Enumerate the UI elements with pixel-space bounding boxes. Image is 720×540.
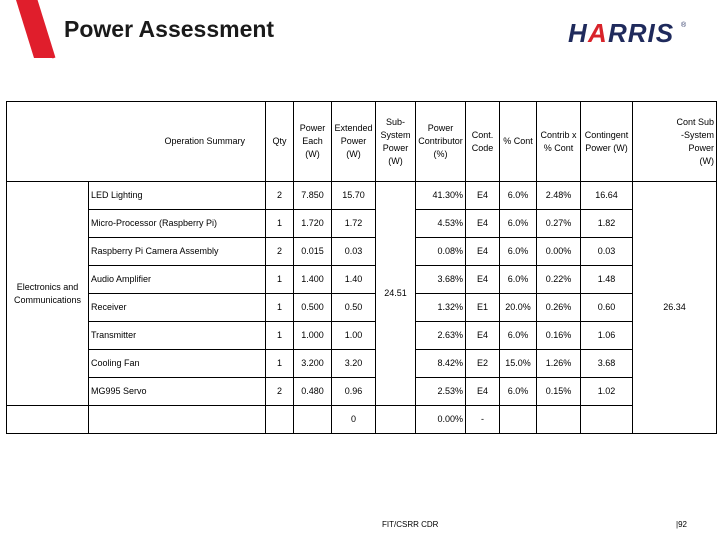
header-operation-summary: Operation Summary	[7, 102, 266, 182]
power-each-cell: 0.480	[294, 378, 332, 406]
extended-power-cell: 0.96	[332, 378, 376, 406]
extended-power-cell: 15.70	[332, 182, 376, 210]
contributor-cell: 1.32%	[416, 294, 466, 322]
contrib-cell: 0.00%	[537, 238, 581, 266]
table-row	[7, 210, 717, 238]
header-power-contributor: Power Contributor (%)	[416, 102, 466, 182]
code-cell: E4	[466, 182, 500, 210]
component-name: Micro-Processor (Raspberry Pi)	[89, 210, 266, 238]
qty-cell: 2	[266, 182, 294, 210]
power-each-cell: 3.200	[294, 350, 332, 378]
group-label: Electronics and Communications	[7, 182, 89, 406]
extended-power-cell: 0.50	[332, 294, 376, 322]
header-subsystem-power: Sub- System Power (W)	[376, 102, 416, 182]
contributor-cell: 0.08%	[416, 238, 466, 266]
table-row	[7, 266, 717, 294]
pct-cont-cell: 15.0%	[500, 350, 537, 378]
code-cell: E4	[466, 210, 500, 238]
power-each-cell: 0.500	[294, 294, 332, 322]
code-cell: E4	[466, 322, 500, 350]
contributor-cell: 0.00%	[416, 406, 466, 434]
contingent-cell: 16.64	[581, 182, 633, 210]
qty-cell	[266, 406, 294, 434]
svg-text:RRIS: RRIS	[608, 18, 675, 48]
contributor-cell: 2.63%	[416, 322, 466, 350]
svg-text:®: ®	[681, 22, 687, 29]
component-name: MG995 Servo	[89, 378, 266, 406]
power-each-cell: 1.000	[294, 322, 332, 350]
contingent-cell	[581, 406, 633, 434]
extended-power-cell: 1.72	[332, 210, 376, 238]
code-cell: E4	[466, 266, 500, 294]
contributor-cell: 2.53%	[416, 378, 466, 406]
code-cell: -	[466, 406, 500, 434]
qty-cell: 2	[266, 238, 294, 266]
power-each-cell	[294, 406, 332, 434]
component-name	[89, 406, 266, 434]
component-name: Receiver	[89, 294, 266, 322]
code-cell: E1	[466, 294, 500, 322]
header-cont-code: Cont. Code	[466, 102, 500, 182]
contingent-cell: 1.02	[581, 378, 633, 406]
pct-cont-cell: 6.0%	[500, 210, 537, 238]
power-each-cell: 7.850	[294, 182, 332, 210]
harris-logo	[566, 18, 690, 48]
red-slant-decoration	[0, 0, 58, 60]
page-number: |92	[676, 520, 687, 529]
header-power-each: Power Each (W)	[294, 102, 332, 182]
table-row	[7, 322, 717, 350]
header-pct-cont: % Cont	[500, 102, 537, 182]
contributor-cell: 4.53%	[416, 210, 466, 238]
pct-cont-cell: 6.0%	[500, 238, 537, 266]
pct-cont-cell: 6.0%	[500, 378, 537, 406]
component-name: Transmitter	[89, 322, 266, 350]
qty-cell: 1	[266, 210, 294, 238]
svg-text:A: A	[588, 18, 608, 48]
contrib-cell: 0.22%	[537, 266, 581, 294]
subsystem-power-cell: 24.51	[376, 182, 416, 406]
component-name: Audio Amplifier	[89, 266, 266, 294]
qty-cell: 2	[266, 378, 294, 406]
table-row	[7, 238, 717, 266]
pct-cont-cell: 6.0%	[500, 322, 537, 350]
header-contrib-x-cont: Contrib x % Cont	[537, 102, 581, 182]
pct-cont-cell: 20.0%	[500, 294, 537, 322]
subsystem-power-cell	[376, 406, 416, 434]
page-title: Power Assessment	[64, 16, 275, 42]
contrib-cell: 0.27%	[537, 210, 581, 238]
table-row	[7, 378, 717, 406]
contingent-cell: 3.68	[581, 350, 633, 378]
qty-cell: 1	[266, 294, 294, 322]
contrib-cell	[537, 406, 581, 434]
contingent-cell: 1.48	[581, 266, 633, 294]
contingent-cell: 0.60	[581, 294, 633, 322]
empty-cell	[7, 406, 89, 434]
extended-power-cell: 3.20	[332, 350, 376, 378]
extended-power-cell: 1.40	[332, 266, 376, 294]
component-name: Raspberry Pi Camera Assembly	[89, 238, 266, 266]
code-cell: E4	[466, 378, 500, 406]
qty-cell: 1	[266, 350, 294, 378]
power-each-cell: 1.400	[294, 266, 332, 294]
qty-cell: 1	[266, 322, 294, 350]
contrib-cell: 0.15%	[537, 378, 581, 406]
contingent-cell: 0.03	[581, 238, 633, 266]
power-assessment-table	[6, 101, 717, 434]
header-qty: Qty	[266, 102, 294, 182]
table-row	[7, 350, 717, 378]
code-cell: E2	[466, 350, 500, 378]
header-row	[7, 102, 717, 182]
cont-subsystem-power-cell: 26.34	[633, 182, 717, 434]
pct-cont-cell: 6.0%	[500, 182, 537, 210]
contrib-cell: 0.16%	[537, 322, 581, 350]
extended-power-cell: 0.03	[332, 238, 376, 266]
contingent-cell: 1.06	[581, 322, 633, 350]
contributor-cell: 8.42%	[416, 350, 466, 378]
header-cont-subsystem-power: Cont Sub -System Power (W)	[633, 102, 717, 182]
extended-power-cell: 1.00	[332, 322, 376, 350]
contrib-cell: 1.26%	[537, 350, 581, 378]
power-each-cell: 0.015	[294, 238, 332, 266]
pct-cont-cell: 6.0%	[500, 266, 537, 294]
contrib-cell: 0.26%	[537, 294, 581, 322]
qty-cell: 1	[266, 266, 294, 294]
svg-text:H: H	[568, 18, 588, 48]
contributor-cell: 3.68%	[416, 266, 466, 294]
title-bar	[0, 0, 720, 62]
code-cell: E4	[466, 238, 500, 266]
table-row-total	[7, 406, 717, 434]
power-each-cell: 1.720	[294, 210, 332, 238]
footer-label: FIT/CSRR CDR	[382, 520, 439, 529]
contingent-cell: 1.82	[581, 210, 633, 238]
header-contingent-power: Contingent Power (W)	[581, 102, 633, 182]
component-name: Cooling Fan	[89, 350, 266, 378]
component-name: LED Lighting	[89, 182, 266, 210]
contributor-cell: 41.30%	[416, 182, 466, 210]
table-row	[7, 182, 717, 210]
pct-cont-cell	[500, 406, 537, 434]
header-extended-power: Extended Power (W)	[332, 102, 376, 182]
extended-power-cell: 0	[332, 406, 376, 434]
table-row	[7, 294, 717, 322]
contrib-cell: 2.48%	[537, 182, 581, 210]
